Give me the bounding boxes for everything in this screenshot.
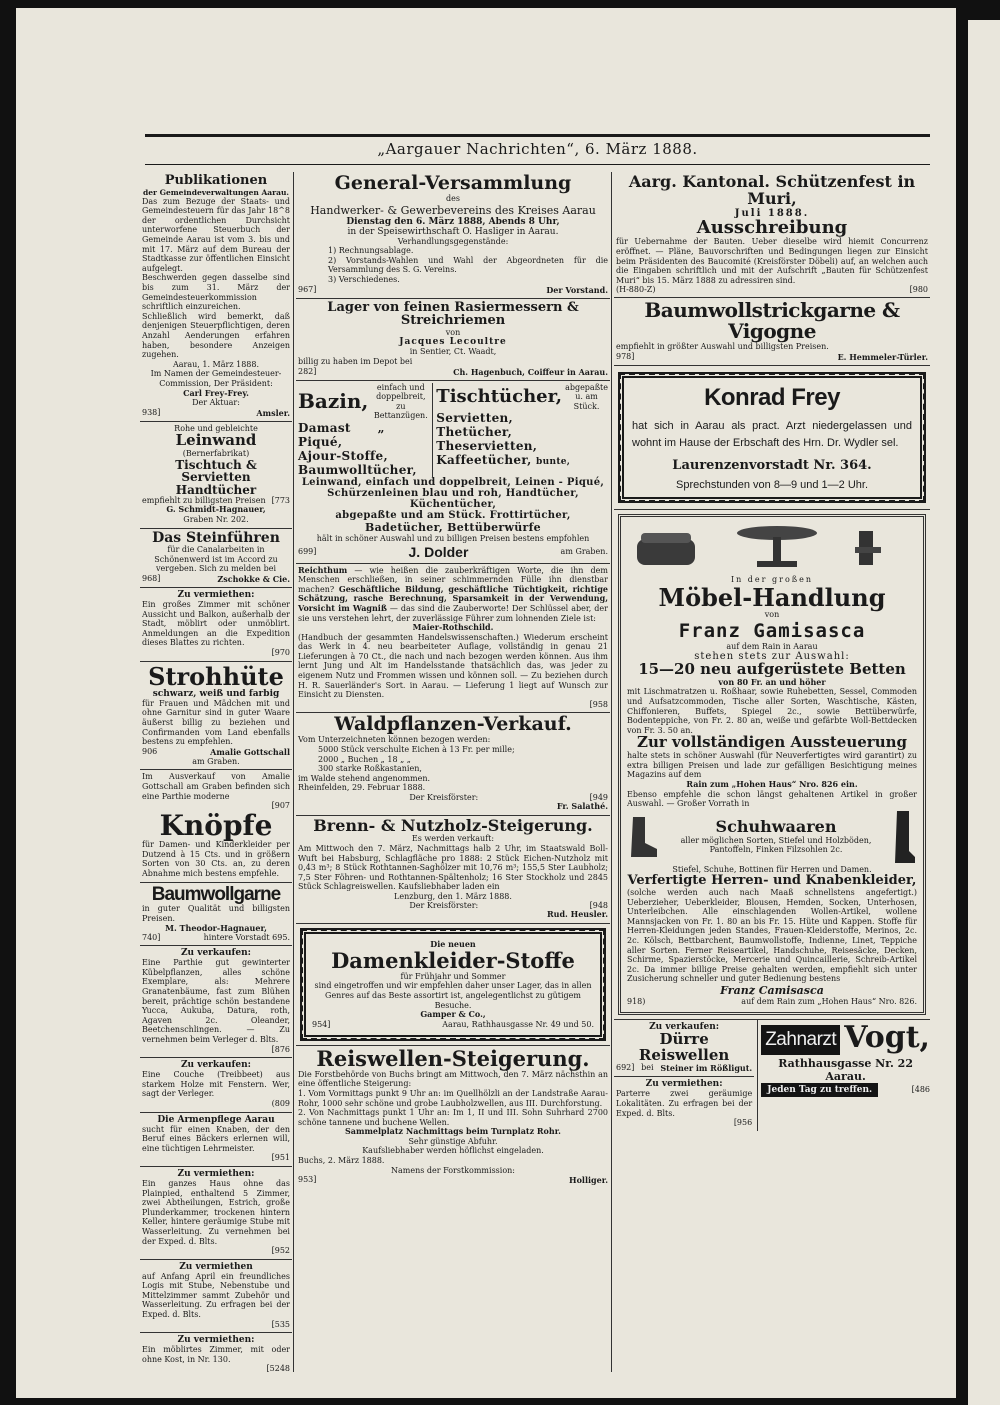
ad-body: (solche werden auch nach Maaß schnellstens angefertigt.) Ueberzieher, Ueberkleider, Blousen, Hemden, Socken, Unterhosen, Unterleibchen. Alle einschlagenden Wollen-Artikel, wollene Mannsjacken von Fr. 1. 80 an bis Fr. 15. Hüte und Kappen. Stoffe für Herren-Kleidungen jeden Standes, Frauen-Kleiderstoffe, Merinos, 2c. 2c. Kölsch, Bettbarchent, Baumwollstoffe, Indienne, Linet, Teppiche aller Sorten. Ferner Reiseartikel, Handschuhe, Reisesäcke, Decken, Schirme, Spazierstöcke, Mercerie und Quincaillerie, Schreib-Artikel 2c. Da immer billige Preise gehalten werden, empfiehlt sich unter Zusicherung schneller und guter Bedienung bestens bbox=[627, 887, 917, 984]
ad-body: Am Mittwoch den 7. März, Nachmittags halb 2 Uhr, im Staatswald Boll-Wuft bei Habsburg, Schlagfläche pro 1888: 2 Stück Eichen-Nutzholz mit 0,43 m³; 8 Stück Rothtannen-Saghölzer mit 10,76 m³; 155,5 Ster Laubholz; 7,5 Ster Föhren- und Rothtannen-Spältenholz; 16 Ster Stockholz und 2845 Stück Schlagreiswellen. Kaufsliebhaber laden ein bbox=[298, 843, 608, 892]
ad-reichthum bbox=[296, 564, 610, 714]
ad-title: Dürre Reiswellen bbox=[638, 1029, 730, 1064]
ad-bazin bbox=[296, 381, 610, 564]
ad-body: für die Canalarbeiten in Schönenwerd ist im Accord zu vergeben. Sich zu melden bei bbox=[154, 545, 278, 574]
ad-body: Schließlich wird bemerkt, daß denjenigen Steuerpflichtigen, deren Anzahl Aenderungen erfahren haben, besondere Anzeigen zugehen. bbox=[142, 311, 290, 360]
ad-address: Laurenzenvorstadt Nr. 364. bbox=[672, 458, 872, 474]
ad-intro: Rohe und gebleichte bbox=[174, 423, 258, 433]
ad-body: Ein ganzes Haus ohne das Plainpied, enthaltend 5 Zimmer, zwei Abtheilungen, Estrich, große Plunderkammer, trockenen hintern Keller, hintere geräumige Stube mit Wasserleitung. Zu vernehmen bei der Exped. d. Blts. bbox=[142, 1178, 290, 1246]
ad-subtitle: der Gemeindeverwaltungen Aarau. bbox=[142, 187, 290, 197]
ad-armenpflege bbox=[140, 1113, 292, 1167]
ad-leinwand bbox=[140, 422, 292, 529]
ad-firm: Gamper & Co., bbox=[420, 1009, 486, 1020]
masthead-rule-bottom bbox=[145, 164, 930, 165]
ad-title: Zu verkaufen: bbox=[180, 948, 252, 959]
ad-rasiermesser bbox=[296, 299, 610, 381]
ad-body: Eine Parthie gut gewinterter Kübelpflanzen, alles schöne Exemplare, als: Mehrere Granatenbäume, fast zum Blühen bereit, prächtige schön bestandene Yucca, Aukuba, Datura, roth, Agaven 2c. Oleander, Beetchenschlingen. — Zu vernehmen beim Verleger d. Blts. bbox=[142, 958, 290, 1044]
ad-title: Zu vermiethen: bbox=[645, 1079, 723, 1090]
ad-body: (Handbuch der gesammten Handelswissenschaften.) Wiederum erscheint das Werk in 4. neu bearbeiteter Auflage, vollständig in genau 21 Lieferungen à 70 Ct., die nach und nach bezogen werden können. Aus ihm lernt Jung und Alt im Handelsstande thatsächlich das, was jeder zu eigenem Nutz und Frommen wissen und können soll. — Zu beziehen durch H. R. Sauerländer's Sort. in Aarau. — Lieferung 1 liegt auf Wunsch zur Einsicht zu Diensten. bbox=[298, 632, 608, 700]
ad-subtitle: schwarz, weiß und farbig bbox=[152, 688, 280, 699]
ad-body: — das sind die Zauberworte! Der Schlüssel aber, der sie uns verstehen lehrt, der zuverlässige Führer zum lohnenden Ziele ist: bbox=[298, 603, 608, 623]
ad-number: [951 bbox=[271, 1153, 290, 1163]
ad-number: 938] bbox=[142, 407, 161, 417]
ad-number: [949 bbox=[589, 792, 608, 802]
ad-schuetzenfest bbox=[614, 172, 930, 298]
ad-body: mit Lischmatratzen u. Roßhaar, sowie Ruhebetten, Sessel, Commoden und Aufsatzcommoden, Tische aller Sorten, Waschtische, Kästen, Chiffonieren, Buffets, Spiegel 2c., sowie Bettüberwürfe, Bodenteppiche, von Fr. 2. 80 an, weiße und gefärbte Woll-Bettdecken von Fr. 3. 50 an. bbox=[627, 687, 917, 735]
ad-address: Aarau, Rathhausgasse Nr. 49 und 50. bbox=[442, 1019, 594, 1029]
ad-body: für Uebernahme der Bauten. Ueber dieselbe wird hiemit Concurrenz eröffnet. — Pläne, Bauvorschriften und Bedingungen liegen zur Einsicht beim Präsidenten des Baucomité (Kreisförster Döbeli) auf, an welchen auch die Eingaben schriftlich und mit der Aufschrift „Bauten für Schützenfest Muri“ bis 15. März 1888 zu adressiren sind. bbox=[616, 237, 928, 285]
bazin-item: Kaffeetücher, bunte, bbox=[436, 453, 571, 468]
ad-title: Knöpfe bbox=[159, 808, 273, 842]
ad-number: [907 bbox=[271, 801, 290, 811]
ad-title: Zu vermiethen: bbox=[177, 1335, 255, 1346]
ad-body: aller möglichen Sorten, Stiefel und Holzböden, Pantoffeln, Finken Filzsohlen 2c. bbox=[680, 835, 872, 855]
ad-konradfrey bbox=[614, 366, 930, 510]
ad-bold: Geschäftliche Bildung, geschäftliche Tüchtigkeit, richtige Schätzung, rasche Berechnung, Sparsamkeit in der Verwendung, Vorsicht im Wagniß bbox=[298, 583, 609, 613]
ad-number: 978] bbox=[616, 352, 635, 362]
ad-title: Zu vermiethen bbox=[179, 1261, 253, 1272]
ad-stock: stehen stets zur Auswahl: bbox=[694, 651, 850, 663]
ad-knoepfe bbox=[140, 770, 292, 882]
ad-von: von bbox=[445, 327, 461, 337]
ad-title: Zu verkaufen: bbox=[180, 1060, 252, 1071]
ad-signature: Amsler. bbox=[256, 407, 290, 418]
ad-item: 5000 Stück verschulte Eichen à 13 Fr. per mille; bbox=[318, 744, 515, 754]
ad-body: bei bbox=[641, 1063, 654, 1073]
ad-title: Konrad Frey bbox=[704, 384, 840, 412]
chain-border bbox=[300, 928, 606, 1041]
ad-title: Zu vermiethen: bbox=[177, 1168, 255, 1179]
ad-pflanzen bbox=[140, 946, 292, 1058]
ad-number: 953] bbox=[298, 1175, 317, 1185]
ad-body: hält in schöner Auswahl und zu billigen Preisen bestens empfohlen bbox=[316, 533, 590, 543]
ad-publikationen bbox=[140, 172, 292, 422]
bazin-item: Damast „ bbox=[298, 420, 385, 435]
furniture-illustration bbox=[627, 523, 897, 571]
ad-number: [535 bbox=[271, 1319, 290, 1329]
ad-intro: Vom Unterzeichneten können bezogen werden: bbox=[298, 735, 491, 745]
ad-body: Das zum Bezuge der Staats- und Gemeindesteuern für das Jahr 18^8 der ordentlichen Durchsicht unterworfene Steuerbuch der Gemeinde Aarau ist vom 3. bis und mit 17. März auf dem Bureau der Stadtkasse zur öffentlichen Einsicht aufgelegt. bbox=[142, 196, 290, 273]
ad-title: Handtücher bbox=[175, 482, 257, 497]
ad-body: Ein möblirtes Zimmer, mit oder ohne Kost, in Nr. 130. bbox=[142, 1345, 290, 1364]
ad-date: Buchs, 2. März 1888. bbox=[298, 1156, 385, 1166]
adjacent-page-edge bbox=[968, 20, 1000, 1405]
ad-number: 282] bbox=[298, 366, 317, 376]
ad-intro: In der großen bbox=[730, 575, 814, 585]
ad-title: Baumwollstrickgarne & Vigogne bbox=[644, 298, 900, 344]
ad-signature-label: Der Aktuar: bbox=[192, 398, 240, 408]
agenda-item: 2) Vorstands-Wahlen und Wahl der Abgeordneten für die Versammlung des S. G. Vereins. bbox=[328, 255, 608, 275]
shoe-icon bbox=[627, 813, 661, 861]
bazin-item: Theservietten, bbox=[436, 439, 538, 454]
ad-number: [876 bbox=[271, 1044, 290, 1054]
column-middle bbox=[296, 172, 610, 1372]
ad-number: [948 bbox=[589, 901, 608, 911]
ad-title: Baumwollgarne bbox=[151, 883, 281, 905]
ad-meet: Sammelplatz Nachmittags beim Turnplatz Rohr. bbox=[345, 1126, 561, 1137]
ad-body: Eine Couche (Treibbeet) aus starkem Holze mit Fenstern. Wer, sagt der Verleger. bbox=[142, 1070, 290, 1099]
ad-address: hintere Vorstadt 695. bbox=[203, 933, 290, 943]
boot-icon bbox=[891, 809, 917, 865]
ad-name: J. Dolder bbox=[408, 543, 469, 560]
ad-lead: Reichthum bbox=[298, 564, 348, 575]
ad-number: 740] bbox=[142, 933, 161, 943]
ad-number: 967] bbox=[298, 284, 317, 294]
ad-reiswellen bbox=[296, 1046, 610, 1189]
ad-title: Zu vermiethen: bbox=[177, 590, 255, 601]
ad-body: Ebenso empfehle die schon längst gehaltenen Artikel in großer Auswahl. — Großer Vorrath in bbox=[627, 789, 917, 809]
ad-haus bbox=[140, 1167, 292, 1260]
ad-title: Ausschreibung bbox=[696, 216, 848, 238]
ad-name: Steiner im Rößligut. bbox=[660, 1063, 753, 1074]
ad-name: Franz Gamisasca bbox=[678, 619, 866, 642]
ad-signature: Holliger. bbox=[569, 1175, 608, 1186]
ad-subtitle: (Bernerfabrikat) bbox=[182, 449, 250, 459]
ad-subtitle: Handwerker- & Gewerbevereins des Kreises Aarau bbox=[310, 203, 596, 217]
ad-name: G. Schmidt-Hagnauer, bbox=[166, 504, 266, 515]
column-divider bbox=[293, 172, 294, 1372]
ad-date: Lenzburg, den 1. März 1888. bbox=[394, 891, 512, 901]
ad-title: Zur vollständigen Aussteuerung bbox=[637, 733, 907, 752]
masthead-title: „Aargauer Nachrichten“, 6. März 1888. bbox=[377, 140, 698, 158]
ad-title: Waldpflanzen-Verkauf. bbox=[334, 713, 572, 736]
ad-number: [980 bbox=[909, 285, 928, 295]
ad-number: 906 bbox=[142, 746, 158, 756]
chain-border bbox=[618, 372, 926, 503]
ad-signature-label: Im Namen der Gemeindesteuer-Commission, Der Präsident: bbox=[150, 369, 282, 388]
ad-name: Amalie Gottschall bbox=[210, 746, 290, 757]
bazin-item: Ajour-Stoffe, bbox=[298, 448, 388, 463]
ad-title: General-Versammlung bbox=[334, 172, 572, 194]
ad-invite: Kaufsliebhaber werden höflichst eingeladen. bbox=[362, 1146, 544, 1156]
ad-intro: Die neuen bbox=[430, 939, 476, 950]
bazin-item: Piqué, bbox=[298, 434, 343, 449]
ad-offer: 15—20 neu aufgerüstete Betten bbox=[638, 660, 906, 679]
ad-item: 300 starke Roßkastanien, bbox=[318, 764, 422, 774]
ad-number: [956 bbox=[733, 1118, 753, 1128]
bazin-item: Servietten, bbox=[436, 411, 514, 426]
ad-title: Tischtücher, bbox=[436, 385, 563, 407]
ad-body: Parterre zwei geräumige Lokalitäten. Zu erfragen bei der Exped. d. Blts. bbox=[616, 1089, 753, 1118]
ad-body: empfiehlt in größter Auswahl und billigsten Preisen. bbox=[616, 342, 829, 352]
ad-address: auf dem Rain zum „Hohen Haus“ Nro. 826. bbox=[741, 996, 917, 1006]
ad-number: [970 bbox=[271, 648, 290, 658]
ad-name: M. Theodor-Hagnauer, bbox=[165, 922, 267, 933]
ad-author: Maier-Rothschild. bbox=[412, 622, 494, 633]
ad-intro: Es werden verkauft: bbox=[411, 834, 495, 844]
ad-title: Strohhüte bbox=[148, 661, 284, 691]
ad-address: Rathhausgasse Nr. 22 Aarau. bbox=[778, 1056, 913, 1083]
ad-lokalitaeten bbox=[614, 1077, 754, 1130]
ad-signature-label: Der Kreisförster: bbox=[409, 901, 479, 911]
ad-baumwollgarne bbox=[140, 883, 292, 947]
ad-hours: Jeden Tag zu treffen. bbox=[761, 1083, 878, 1097]
ad-note: abgepaßte u. am Stück. bbox=[565, 382, 608, 411]
ad-shop: Rain zum „Hohen Haus“ Nro. 826 ein. bbox=[686, 778, 858, 789]
ad-damenkleider bbox=[296, 924, 610, 1046]
ad-place: in der Speisewirthschaft O. Hasliger in Aarau. bbox=[347, 226, 559, 237]
ad-body: halte stets in schöner Auswahl (für Neuverfertigtes wird garantirt) zu extra billigen Preisen und lade zur gefälligen Besichtigung meines Magazins auf dem bbox=[627, 751, 917, 780]
ad-body: Die Forstbehörde von Buchs bringt am Mittwoch, den 7. März nächsthin an eine öffentliche Steigerung: bbox=[298, 1069, 608, 1089]
ad-number: 954] bbox=[312, 1019, 331, 1029]
ad-des: des bbox=[446, 193, 460, 203]
ad-item: 2000 „ Buchen „ 18 „ „ bbox=[318, 754, 411, 764]
ad-number: 968] bbox=[142, 574, 161, 584]
ad-body: Stiefel, Schuhe, Bottinen für Herren und Damen. bbox=[672, 864, 872, 874]
bazin-line: Badetücher, Bettüberwürfe bbox=[365, 520, 541, 534]
ad-brennholz bbox=[296, 816, 610, 925]
ad-body: — wie heißen die zauberkräftigen Worte, die ihn dem Menschen erschließen, in seiner schimmernden Fülle ihn dienstbar machen? bbox=[298, 565, 608, 594]
ad-title: Möbel-Handlung bbox=[658, 582, 886, 612]
ad-hint: (H-880-Z) bbox=[616, 285, 656, 295]
ad-body: billig zu haben im Depot bei bbox=[298, 356, 413, 366]
ad-waldpflanzen bbox=[296, 713, 610, 815]
ad-body: empfiehlt zu billigsten Preisen bbox=[142, 496, 266, 506]
ad-address: am Graben. bbox=[560, 547, 608, 557]
ad-steinfuehren bbox=[140, 529, 292, 588]
ad-terms: Sehr günstige Abfuhr. bbox=[408, 1136, 498, 1146]
ad-place: im Walde stehend angenommen. bbox=[298, 773, 431, 783]
ad-signature: Carl Frey-Frey. bbox=[183, 387, 249, 398]
ad-number: [952 bbox=[271, 1246, 290, 1256]
agenda-item: 3) Verschiedenes. bbox=[328, 274, 400, 284]
column-left bbox=[140, 172, 292, 1372]
ad-name: E. Hemmeler-Türler. bbox=[837, 352, 928, 363]
ad-number: 699] bbox=[298, 547, 317, 557]
ad-signature-label: Der Kreisförster: bbox=[409, 792, 479, 802]
column-divider bbox=[611, 172, 612, 1372]
ad-body: Ein großes Zimmer mit schöner Aussicht und Balkon, außerhalb der Stadt, möblirt oder unmöblirt. Anmeldungen an die Expedition dieses Blattes zu richten. bbox=[142, 600, 290, 648]
ad-number: 918) bbox=[627, 996, 646, 1006]
ad-moebel bbox=[614, 510, 930, 1020]
ad-signature: Fr. Salathé. bbox=[556, 800, 608, 811]
ad-number: [773 bbox=[271, 496, 290, 506]
ad-address: am Graben. bbox=[192, 756, 240, 766]
ad-signature: Franz Camisasca bbox=[720, 983, 824, 997]
ad-body: für Damen- und Kinderkleider per Dutzend à 15 Cts. und in größern Sorten von 30 Cts. an, zu deren Abnahme mich bestens empfehle. bbox=[142, 840, 290, 878]
ad-subtitle: Juli 1888. bbox=[734, 207, 810, 219]
ad-signature: Rud. Heusler. bbox=[547, 909, 608, 920]
ad-address: Graben Nr. 202. bbox=[183, 515, 249, 525]
ad-body: hat sich in Aarau als pract. Arzt niedergelassen und wohnt im Hause der Erbschaft des Hrn. Dr. Wydler sel. bbox=[632, 420, 912, 450]
ad-von: von bbox=[764, 609, 780, 619]
ad-title: Zu verkaufen: bbox=[649, 1021, 720, 1032]
ad-number: [486 bbox=[911, 1085, 930, 1095]
ad-reiswellen-small bbox=[614, 1020, 754, 1078]
ad-zahnarzt bbox=[758, 1020, 930, 1131]
ad-title: Damenkleider-Stoffe bbox=[331, 947, 575, 973]
column-right bbox=[614, 172, 930, 1372]
ad-body: in guter Qualität und billigsten Preisen. bbox=[142, 904, 290, 924]
ad-agenda-title: Verhandlungsgegenstände: bbox=[397, 236, 509, 246]
bottom-row bbox=[614, 1020, 930, 1131]
ad-number: [5248 bbox=[266, 1364, 290, 1372]
ad-body: Beschwerden gegen dasselbe sind bis zum 31. März der Gemeindesteuerkommission schriftlich einzureichen. bbox=[142, 273, 290, 312]
bazin-line: Leinwand, einfach und doppelbreit, Leinen - Piqué, bbox=[301, 476, 605, 488]
ad-number: (809 bbox=[271, 1098, 290, 1108]
ad-body: für Frauen und Mädchen mit und ohne Garnitur sind in guter Waare äußerst billig zu beziehen und Confirmanden vom Land ebenfalls bestens zu empfehlen. bbox=[142, 698, 290, 747]
ad-title: Publikationen bbox=[164, 173, 268, 188]
ad-moebliert bbox=[140, 1333, 292, 1372]
ad-title: Tischtuch & Servietten bbox=[175, 457, 257, 485]
ad-name: Zschokke & Cie. bbox=[217, 574, 290, 585]
ad-body: sucht für einen Knaben, der den Beruf eines Bäckers erlernen will, eine tüchtigen Lehrmeister. bbox=[142, 1124, 290, 1153]
ad-strickgarne bbox=[614, 298, 930, 366]
ad-couche bbox=[140, 1058, 292, 1112]
ad-title: Aarg. Kantonal. Schützenfest in Muri, bbox=[628, 172, 916, 208]
masthead-rule-top bbox=[145, 134, 930, 137]
ad-logis bbox=[140, 1260, 292, 1334]
ad-body: sind eingetroffen und wir empfehlen daher unser Lager, das in allen Genres auf das Beste assortirt ist, angelegentlichst zu gütigem Besuche. bbox=[314, 981, 592, 1010]
ad-item: 1. Vom Vormittags punkt 9 Uhr an: im Quellhölzli an der Landstraße Aarau-Rohr, 1000 sehr schöne und grobe Laubholzwellen, aus III. Durchforstung. bbox=[298, 1088, 608, 1108]
agenda-item: 1) Rechnungsablage. bbox=[328, 246, 414, 256]
ad-zimmer bbox=[140, 588, 292, 662]
ad-title: Zahnarzt bbox=[761, 1025, 840, 1055]
ad-strohhuete bbox=[140, 662, 292, 771]
ad-title: Verfertigte Herren- und Knabenkleider, bbox=[627, 873, 917, 889]
ad-signature-label: Namens der Forstkommission: bbox=[390, 1165, 515, 1175]
ad-title: Das Steinführen bbox=[152, 529, 280, 546]
ad-body: auf Anfang April ein freundliches Logis mit Stube, Nebenstube und Mittelzimmer sammt Zubehör und Wasserleitung. Zu erfragen bei der Exped. d. Blts. bbox=[142, 1271, 290, 1320]
ad-date: Rheinfelden, 29. Februar 1888. bbox=[298, 783, 426, 793]
ad-title: Brenn- & Nutzholz-Steigerung. bbox=[313, 815, 593, 835]
ad-item: 2. Von Nachmittags punkt 1 Uhr an: Im 1, II und III. Sohn Suhrhard 2700 schöne tannene und buchene Wellen. bbox=[298, 1108, 608, 1127]
decorative-border bbox=[618, 514, 926, 1015]
ad-title: Leinwand bbox=[175, 431, 257, 450]
ad-intro: Im Ausverkauf von Amalie Gottschall am Graben befinden sich eine Parthie moderne bbox=[142, 772, 290, 801]
ad-hours: Sprechstunden von 8—9 und 1—2 Uhr. bbox=[675, 479, 868, 492]
ad-date: Aarau, 1. März 1888. bbox=[173, 359, 259, 369]
ad-title: Schuhwaaren bbox=[715, 816, 837, 836]
ad-place: auf dem Rain in Aarau bbox=[726, 641, 818, 651]
bazin-line: Schürzenleinen blau und roh, Handtücher, Küchentücher, bbox=[327, 487, 579, 510]
ad-number: [958 bbox=[589, 699, 608, 709]
ad-maker: Jacques Lecoultre bbox=[399, 337, 507, 348]
ad-name: Vogt, bbox=[844, 1019, 930, 1055]
ad-signature: Der Vorstand. bbox=[546, 284, 608, 295]
ad-title: Bazin, bbox=[298, 389, 369, 414]
ad-season: für Frühjahr und Sommer bbox=[400, 971, 506, 981]
ad-price: von 80 Fr. an und höher bbox=[718, 676, 826, 687]
ad-title: Die Armenpflege Aarau bbox=[157, 1114, 275, 1125]
ad-date: Dienstag den 6. März 1888, Abends 8 Uhr, bbox=[346, 216, 560, 227]
bazin-item: Thetücher, bbox=[436, 425, 513, 440]
ad-title: Lager von feinen Rasiermessern & Streichriemen bbox=[327, 299, 579, 329]
ad-name: Ch. Hagenbuch, Coiffeur in Aarau. bbox=[453, 366, 608, 377]
ad-place: in Sentier, Ct. Waadt, bbox=[409, 347, 497, 357]
ad-title: Reiswellen-Steigerung. bbox=[316, 1045, 590, 1071]
ad-note: einfach und doppelbreit, zu Bettanzügen. bbox=[373, 382, 428, 421]
ad-generalversammlung bbox=[296, 172, 610, 299]
ad-number: 692] bbox=[616, 1063, 635, 1073]
bazin-line: abgepaßte und am Stück. Frottirtücher, bbox=[335, 509, 571, 521]
bazin-item: Baumwolltücher, bbox=[298, 462, 417, 477]
